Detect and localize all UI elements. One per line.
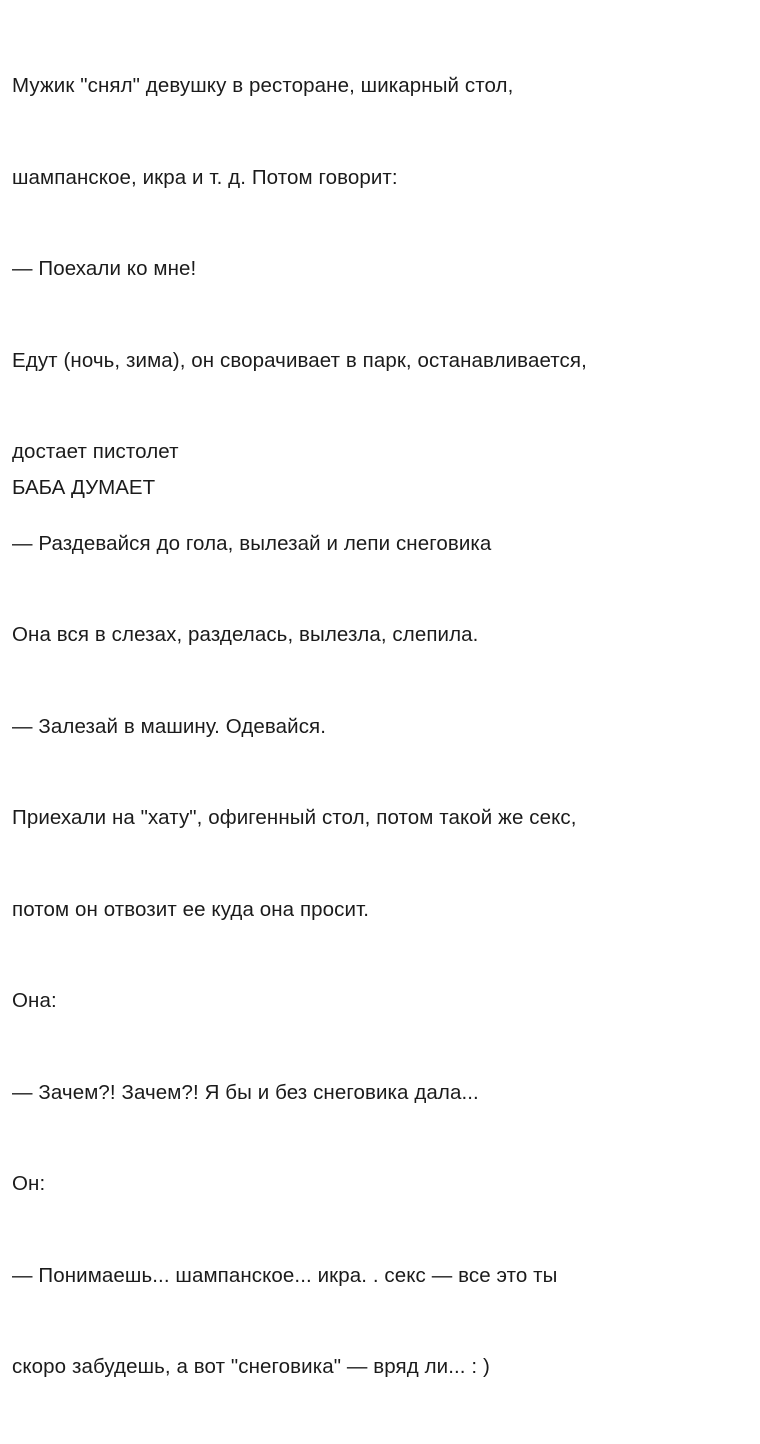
joke-line: — Понимаешь... шампанское... икра. . секс — все это ты: [12, 1263, 558, 1287]
clipped-bottom-text: БАБА ДУМАЕТ: [12, 476, 156, 499]
joke-text-block: [12, 10, 748, 1444]
joke-line: потом он отвозит ее куда она просит.: [12, 897, 370, 921]
joke-line: — Поехали ко мне!: [12, 257, 197, 280]
joke-line: Едут (ночь, зима), он сворачивает в парк, останавливается,: [12, 348, 587, 372]
joke-line: Приехали на "хату", офигенный стол, потом такой же секс,: [12, 806, 577, 829]
joke-line: Он:: [12, 1172, 46, 1195]
joke-line: — Раздевайся до гола, вылезай и лепи снеговика: [12, 531, 492, 555]
joke-line: Она:: [12, 989, 57, 1012]
joke-line: скоро забудешь, а вот "снеговика" — вряд ли... : ): [12, 1355, 490, 1378]
joke-line: — Залезай в машину. Одевайся.: [12, 714, 327, 738]
joke-line: — Зачем?! Зачем?! Я бы и без снеговика дала...: [12, 1080, 479, 1104]
joke-line: Мужик "снял" девушку в ресторане, шикарный стол,: [12, 74, 514, 97]
joke-line: Она вся в слезах, разделась, вылезла, слепила.: [12, 623, 479, 646]
joke-line: достает пистолет: [12, 440, 179, 463]
joke-line: шампанское, икра и т. д. Потом говорит:: [12, 165, 398, 189]
